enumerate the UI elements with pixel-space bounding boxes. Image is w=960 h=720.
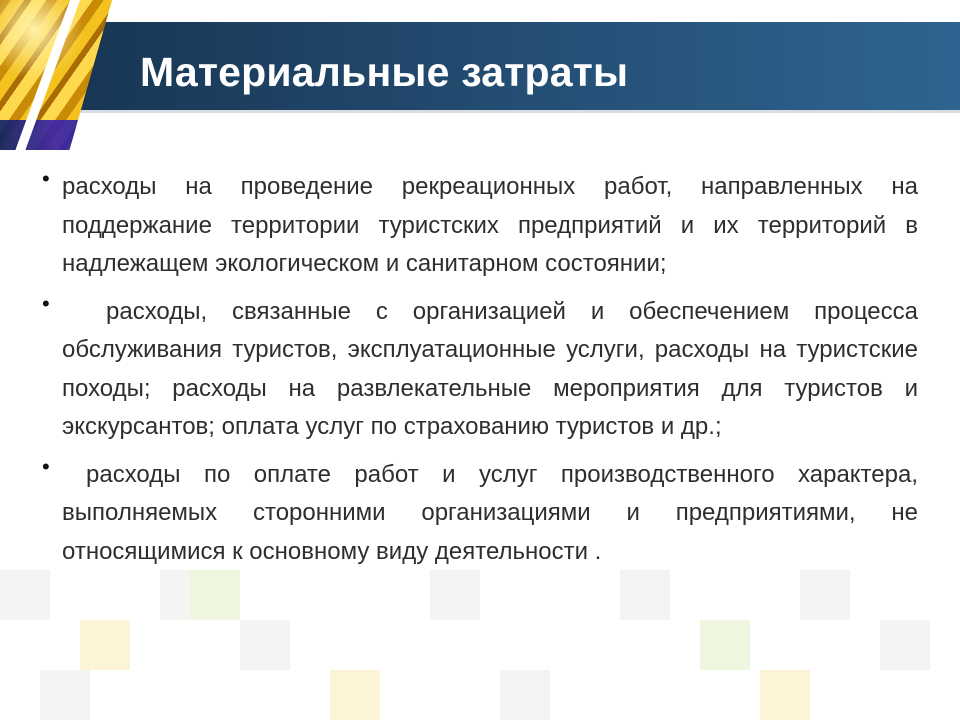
- background-tiles: [0, 560, 960, 720]
- slide-title: Материальные затраты: [140, 49, 629, 95]
- bullet-item: [40, 453, 918, 572]
- bullet-dot: •: [42, 453, 50, 479]
- bullet-item: [40, 290, 918, 447]
- bullet-item: [40, 168, 918, 284]
- bullet-dot: •: [42, 290, 50, 316]
- bullet-text: расходы на проведение рекреационных работ, направленных на поддержание территории туристских предприятий и их территорий в надлежащем экологическом и санитарном состоянии;: [62, 173, 918, 277]
- bullet-text: расходы по оплате работ и услуг производственного характера, выполняемых сторонними организациями и предприятиями, не относящимися к основному виду деятельности .: [62, 460, 918, 565]
- bullet-dot: •: [42, 166, 50, 191]
- bullet-list: [40, 168, 918, 580]
- bullet-text: расходы, связанные с организацией и обеспечением процесса обслуживания туристов, эксплуатационные услуги, расходы на туристские походы; расходы на развлекательные мероприятия для туристов и экскурсантов; оплата услуг по страхованию туристов и др.;: [62, 297, 918, 440]
